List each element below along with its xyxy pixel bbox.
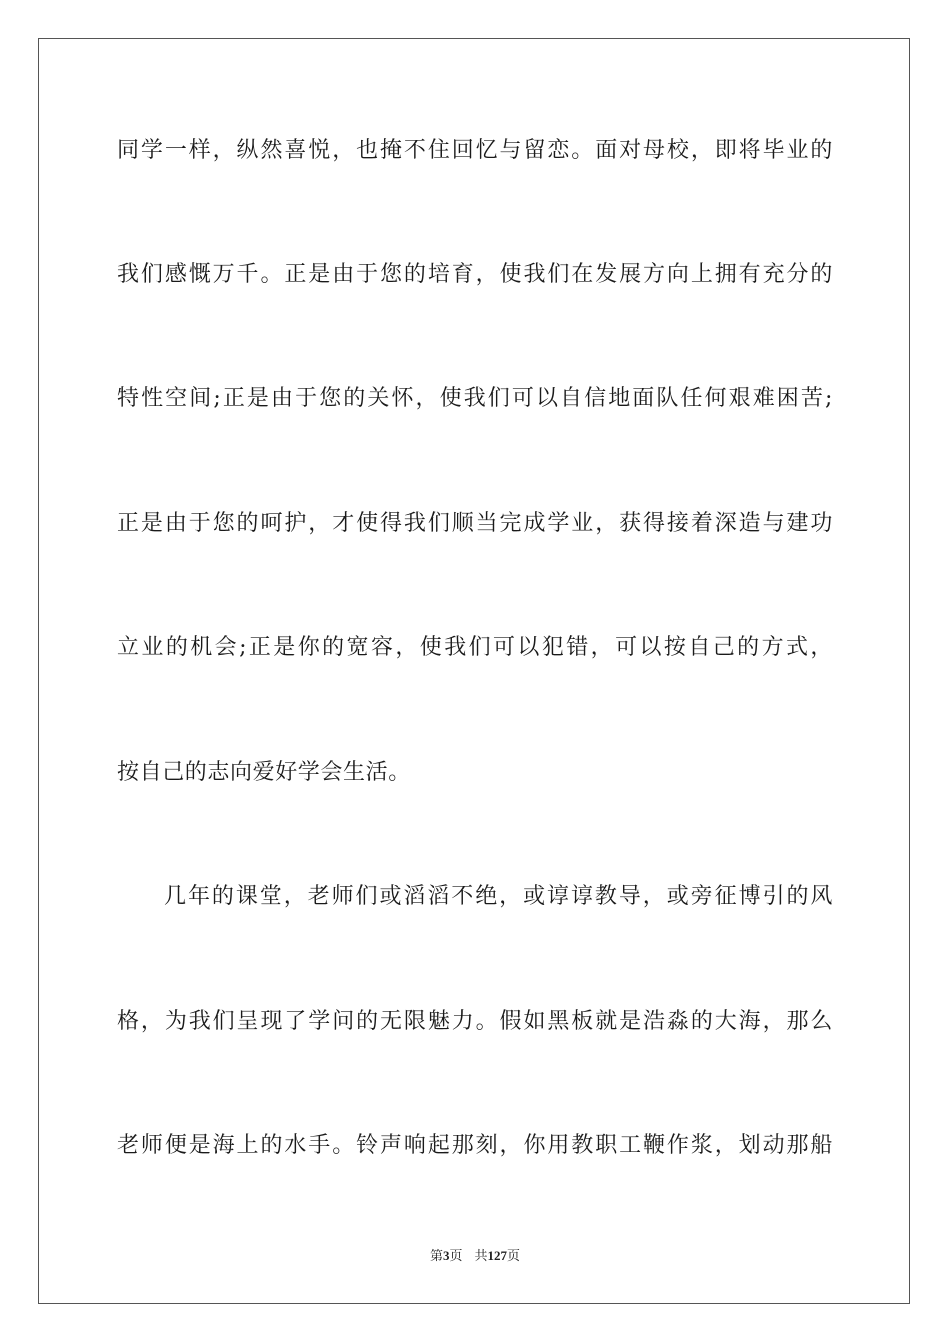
page-label-prefix: 第 <box>429 1248 443 1263</box>
body-text-line: 我们感慨万千。正是由于您的培育，使我们在发展方向上拥有充分的 <box>117 262 833 287</box>
body-text-line: 正是由于您的呵护，才使得我们顺当完成学业，获得接着深造与建功 <box>117 511 833 536</box>
body-text-line: 立业的机会;正是你的宽容，使我们可以犯错，可以按自己的方式， <box>117 635 833 660</box>
total-label-suffix: 页 <box>507 1248 521 1263</box>
page-label-suffix: 页 <box>449 1248 463 1263</box>
body-text-line: 特性空间;正是由于您的关怀，使我们可以自信地面队任何艰难困苦; <box>117 386 833 411</box>
total-pages: 127 <box>487 1248 508 1263</box>
page-border <box>38 38 910 1304</box>
page-number: 3 <box>442 1248 450 1263</box>
body-text-line: 同学一样，纵然喜悦，也掩不住回忆与留恋。面对母校，即将毕业的 <box>117 138 833 163</box>
body-text-line: 格，为我们呈现了学问的无限魅力。假如黑板就是浩淼的大海，那么 <box>117 1009 833 1034</box>
body-text-line-last: 按自己的志向爱好学会生活。 <box>117 760 411 785</box>
paragraph-first-line: 几年的课堂，老师们或滔滔不绝，或谆谆教导，或旁征博引的风 <box>164 884 833 909</box>
page-footer <box>0 1246 950 1266</box>
body-text-line: 老师便是海上的水手。铃声响起那刻，你用教职工鞭作浆，划动那船 <box>117 1133 833 1158</box>
total-label-prefix: 共 <box>474 1248 488 1263</box>
